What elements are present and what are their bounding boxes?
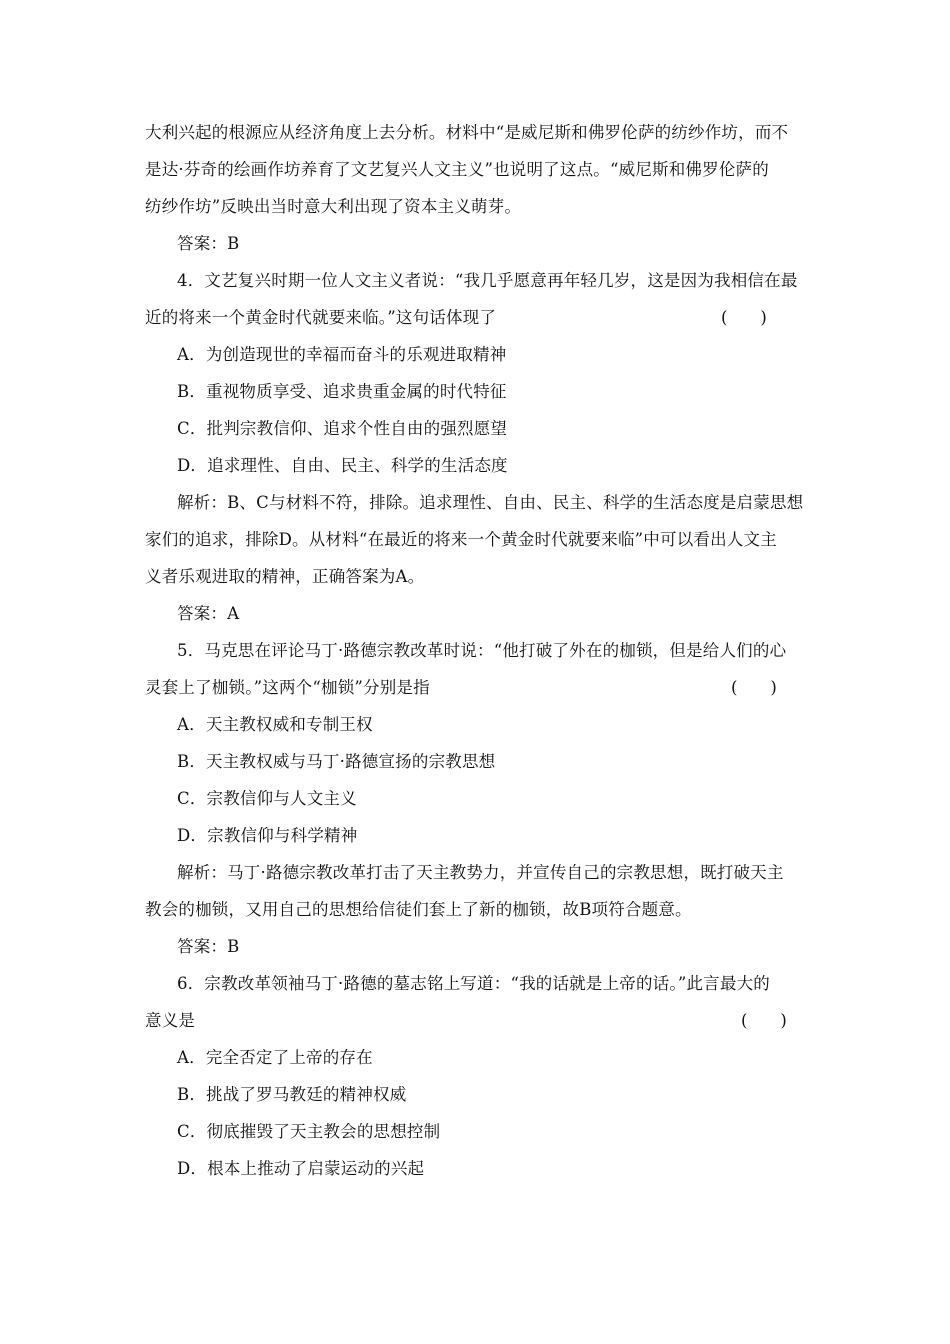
question-4-line: 近的将来一个黄金时代就要来临。”这句话体现了 [145,308,497,327]
answer-bracket: ( ) [721,308,767,327]
text-line: 大利兴起的根源应从经济角度上去分析。材料中“是威尼斯和佛罗伦萨的纺纱作坊，而不 [145,123,789,142]
option-a: A．为创造现世的幸福而奋斗的乐观进取精神 [177,345,507,364]
option-c: C．批判宗教信仰、追求个性自由的强烈愿望 [177,419,508,438]
option-b: B．重视物质享受、追求贵重金属的时代特征 [177,382,507,401]
analysis-line: 义者乐观进取的精神，正确答案为A。 [145,567,425,586]
option-d: D．追求理性、自由、民主、科学的生活态度 [177,456,508,475]
question-5-line: 5．马克思在评论马丁·路德宗教改革时说：“他打破了外在的枷锁，但是给人们的心 [177,641,787,660]
option-b: B．挑战了罗马教廷的精神权威 [177,1085,407,1104]
answer-line: 答案：B [177,937,240,956]
answer-bracket: ( ) [731,678,777,697]
analysis-line: 家们的追求，排除D。从材料“在最近的将来一个黄金时代就要来临”中可以看出人文主 [145,530,777,549]
question-4-line: 4．文艺复兴时期一位人文主义者说：“我几乎愿意再年轻几岁，这是因为我相信在最 [177,271,798,290]
option-c: C．彻底摧毁了天主教会的思想控制 [177,1122,441,1141]
option-d: D．根本上推动了启蒙运动的兴起 [177,1159,425,1178]
question-6-line: 6．宗教改革领袖马丁·路德的墓志铭上写道：“我的话就是上帝的话。”此言最大的 [177,974,770,993]
text-line: 是达·芬奇的绘画作坊养育了文艺复兴人文主义”也说明了这点。“威尼斯和佛罗伦萨的 [145,160,769,179]
analysis-line: 教会的枷锁，又用自己的思想给信徒们套上了新的枷锁，故B项符合题意。 [145,900,692,919]
answer-line: 答案：B [177,234,240,253]
answer-bracket: ( ) [741,1011,787,1030]
option-b: B．天主教权威与马丁·路德宣扬的宗教思想 [177,752,496,771]
option-a: A．天主教权威和专制王权 [177,715,373,734]
question-5-line: 灵套上了枷锁。”这两个“枷锁”分别是指 [145,678,430,697]
option-c: C．宗教信仰与人文主义 [177,789,357,808]
answer-line: 答案：A [177,604,240,623]
question-6-line: 意义是 [145,1011,196,1030]
option-a: A．完全否定了上帝的存在 [177,1048,373,1067]
option-d: D．宗教信仰与科学精神 [177,826,358,845]
analysis-line: 解析：B、C与材料不符，排除。追求理性、自由、民主、科学的生活态度是启蒙思想 [177,493,804,512]
analysis-line: 解析：马丁·路德宗教改革打击了天主教势力，并宣传自己的宗教思想，既打破天主 [177,863,784,882]
text-line: 纺纱作坊”反映出当时意大利出现了资本主义萌芽。 [145,197,522,216]
